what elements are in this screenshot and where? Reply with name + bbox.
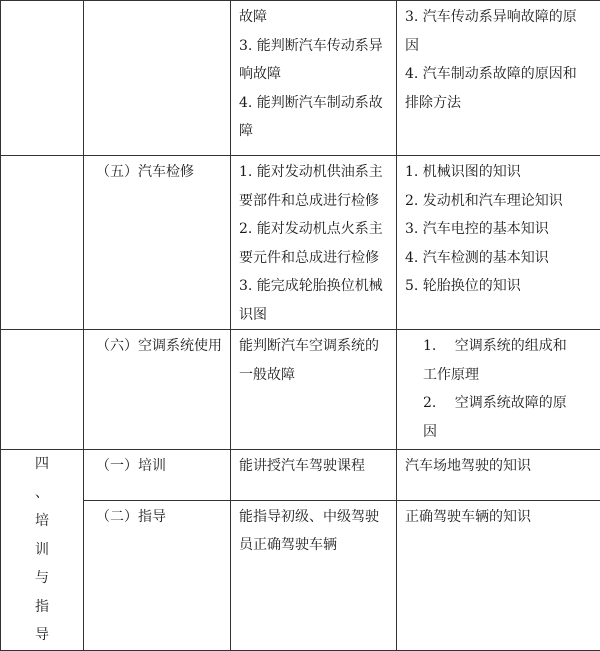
skill-line: 2. 能对发动机点火系主	[239, 215, 388, 244]
knowledge-line: 3. 汽车电控的基本知识	[405, 215, 592, 244]
table-row	[1, 1, 600, 156]
skill-requirement-cell	[231, 156, 397, 330]
skill-line: 员正确驾驶车辆	[239, 531, 388, 560]
skill-line: 要元件和总成进行检修	[239, 244, 388, 273]
knowledge-line: 正确驾驶车辆的知识	[405, 503, 592, 532]
skill-requirement-cell	[231, 500, 397, 650]
knowledge-line: 因	[405, 418, 592, 447]
skill-line: 故障	[239, 3, 388, 32]
category-char: 训	[1, 536, 83, 565]
knowledge-line: 4. 汽车检测的基本知识	[405, 244, 592, 273]
work-content-cell	[84, 500, 231, 650]
category-cell	[1, 1, 84, 156]
category-cell	[1, 450, 84, 651]
skill-line: 能讲授汽车驾驶课程	[239, 452, 388, 481]
work-content-text: （二）指导	[96, 503, 222, 532]
skill-requirement-cell	[231, 450, 397, 501]
category-char: 指	[1, 593, 83, 622]
work-content-text: （一）培训	[96, 452, 222, 481]
skill-line: 3. 能完成轮胎换位机械	[239, 272, 388, 301]
knowledge-line: 排除方法	[405, 89, 592, 118]
skill-line: 4. 能判断汽车制动系故	[239, 89, 388, 118]
skill-line: 能判断汽车空调系统的	[239, 332, 388, 361]
knowledge-line: 4. 汽车制动系故障的原因和	[405, 60, 592, 89]
skill-line: 障	[239, 117, 388, 146]
category-char: 、	[1, 479, 83, 508]
knowledge-line: 2. 发动机和汽车理论知识	[405, 187, 592, 216]
related-knowledge-cell	[397, 1, 600, 156]
category-char: 培	[1, 507, 83, 536]
skill-requirement-cell	[231, 1, 397, 156]
category-char: 四	[1, 450, 83, 479]
skill-line: 识图	[239, 301, 388, 330]
skill-line: 要部件和总成进行检修	[239, 187, 388, 216]
skill-line: 一般故障	[239, 361, 388, 390]
knowledge-line: 汽车场地驾驶的知识	[405, 452, 592, 481]
skill-line: 1. 能对发动机供油系主	[239, 158, 388, 187]
knowledge-line: 工作原理	[405, 361, 592, 390]
knowledge-line: 3. 汽车传动系异响故障的原	[405, 3, 592, 32]
knowledge-line: 1. 机械识图的知识	[405, 158, 592, 187]
table-row	[1, 500, 600, 650]
related-knowledge-cell	[397, 450, 600, 501]
work-content-text: （六）空调系统使用	[96, 332, 222, 361]
knowledge-line: 因	[405, 32, 592, 61]
skill-line: 响故障	[239, 60, 388, 89]
related-knowledge-cell	[397, 500, 600, 650]
category-cell	[1, 156, 84, 330]
table-row	[1, 330, 600, 450]
table-row	[1, 450, 600, 501]
work-content-cell	[84, 156, 231, 330]
category-char: 与	[1, 564, 83, 593]
table-row	[1, 156, 600, 330]
skill-line: 3. 能判断汽车传动系异	[239, 32, 388, 61]
work-content-cell	[84, 450, 231, 501]
skill-requirement-cell	[231, 330, 397, 450]
knowledge-line: 5. 轮胎换位的知识	[405, 272, 592, 301]
work-content-cell	[84, 330, 231, 450]
knowledge-line: 1. 空调系统的组成和	[405, 332, 592, 361]
work-content-cell	[84, 1, 231, 156]
knowledge-line: 2. 空调系统故障的原	[405, 389, 592, 418]
category-char: 导	[1, 621, 83, 650]
work-content-text: （五）汽车检修	[96, 158, 222, 187]
category-cell	[1, 330, 84, 450]
related-knowledge-cell	[397, 156, 600, 330]
related-knowledge-cell	[397, 330, 600, 450]
skill-line: 能指导初级、中级驾驶	[239, 503, 388, 532]
